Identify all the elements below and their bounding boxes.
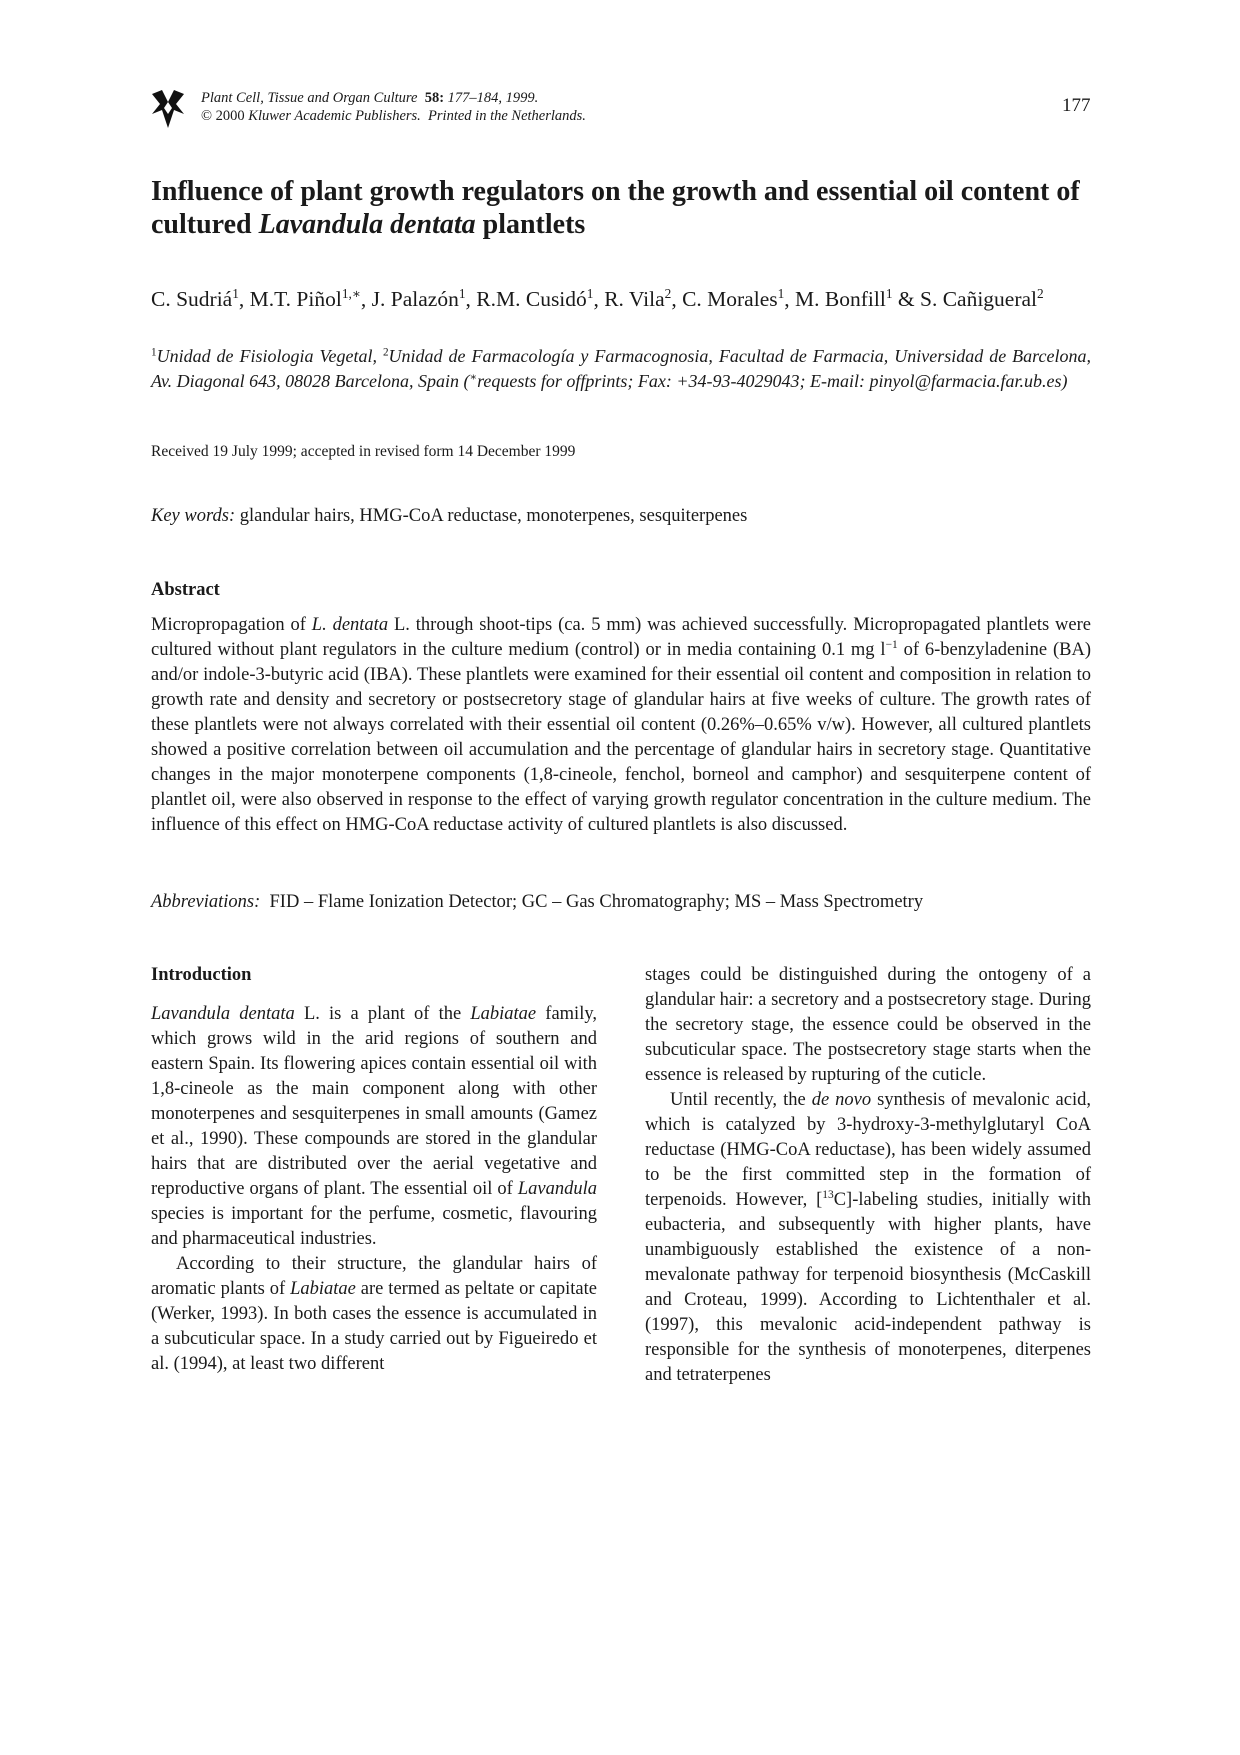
journal-name: Plant Cell, Tissue and Organ Culture (201, 90, 418, 106)
author-affiliation-marker: 1 (586, 286, 594, 302)
publisher-logo-icon (150, 88, 186, 130)
keywords-text: glandular hairs, HMG-CoA reductase, monoterpenes, sesquiterpenes (235, 506, 748, 526)
journal-pages: 177–184, 1999. (447, 90, 539, 106)
keywords (151, 506, 747, 527)
author-name: J. Palazón (371, 287, 459, 311)
intro-paragraph-4 (645, 1088, 1091, 1388)
abstract-text (151, 613, 1091, 838)
title-text: Influence of plant growth regulators on the growth and essential oil content of cultured (151, 176, 1080, 240)
author-affiliation-marker: 2 (1037, 286, 1044, 302)
copyright-symbol: © (201, 108, 213, 124)
text-run: synthesis of mevalonic acid, which is catalyzed by 3-hydroxy-3-methylglutaryl CoA reductase (HMG-CoA reductase), has been widely assumed to be the first committed step in the formation of terpenoids. However, [ (645, 1090, 1091, 1210)
author-name: S. Cañigueral (919, 287, 1038, 311)
journal-volume: 58: (424, 90, 445, 106)
affiliation (151, 344, 1091, 393)
author-list: C. Sudriá$^1$, M.T. Piñol$^{1,∗}$, J. Palazón$^1$, R.M. Cusidó$^1$, R. Vila$^2$, C. Morales$^1$, M. Bonfill$^1$ & S. Cañigueral$^2$ (151, 286, 1044, 311)
author-affiliation-marker: 1 (777, 286, 785, 302)
text-run: L. is a plant of the (294, 1004, 471, 1024)
author-name: R.M. Cusidó (476, 287, 587, 311)
author-name: R. Vila (604, 287, 665, 311)
isotope-superscript: 13 (822, 1189, 834, 1202)
author-name: C. Morales (682, 287, 778, 311)
introduction-heading: Introduction (151, 965, 252, 985)
text-run: According to their structure, the glandular hairs of aromatic plants of (151, 1254, 597, 1299)
copyright-year: 2000 (215, 108, 245, 124)
author-affiliation-marker: 1 (458, 286, 466, 302)
intro-paragraph-2 (151, 1252, 597, 1377)
text-run: C]-labeling studies, initially with eubacteria, and subsequently with higher plants, have unambiguously established the existence of a non-mevalonate pathway for terpenoid biosynthesis (McCaskill and Croteau, 1999). According to Lichtenthaler et al. (1997), this mevalonic acid-independent pathway is responsible for the synthesis of monoterpenes, diterpenes and tetraterpenes (645, 1190, 1091, 1385)
author-affiliation-marker: 1 (232, 286, 239, 302)
abstract-part: Micropropagation of (151, 615, 312, 635)
text-run: Until recently, the (670, 1090, 812, 1110)
author-affiliation-marker: 2 (664, 286, 672, 302)
abbreviations (151, 892, 923, 913)
keywords-label: Key words: (151, 506, 236, 526)
affiliation-unit-1: Unidad de Fisiologia Vegetal, (156, 346, 383, 366)
author-affiliation-marker: 1,∗ (341, 286, 361, 302)
family-name: Labiatae (470, 1004, 537, 1024)
text-run: species is important for the perfume, cosmetic, flavouring and pharmaceutical industries. (151, 1204, 597, 1249)
abbreviations-label: Abbreviations: (151, 892, 261, 912)
family-name: Labiatae (290, 1279, 356, 1299)
contact-info: requests for offprints; Fax: +34-93-4029043; E-mail: pinyol@farmacia.far.ub.es) (477, 370, 1068, 391)
genus-name: Lavandula (517, 1179, 597, 1199)
text-run: family, which grows wild in the arid regions of southern and eastern Spain. Its flowering apices contain essential oil with 1,8-cineole as the main component along with other monoterpenes and sesquiterpenes in small amounts (Gamez et al., 1990). These compounds are stored in the glandular hairs that are distributed over the aerial vegetative and reproductive organs of plant. The essential oil of (151, 1004, 598, 1199)
author-name: M.T. Piñol (249, 287, 342, 311)
abstract-part: L. through shoot-tips (ca. 5 mm) was achieved successfully. Micropropagated plantlets were cultured without plant regulators in the culture medium (control) or in media containing 0.1 mg l (151, 615, 1091, 660)
latin-term: de novo (811, 1090, 872, 1110)
title-species: Lavandula dentata (258, 209, 476, 240)
title-text-end: plantlets (475, 209, 586, 240)
column-left (151, 963, 597, 1377)
abbreviations-text: FID – Flame Ionization Detector; GC – Gas Chromatography; MS – Mass Spectrometry (260, 892, 924, 912)
abstract-heading: Abstract (151, 580, 220, 600)
intro-paragraph-3: stages could be distinguished during the ontogeny of a glandular hair: a secretory and a postsecretory stage. During the secretory stage, the essence could be observed in the subcuticular space. The postsecretory stage starts when the essence is released by rupturing of the cuticle. (645, 965, 1091, 1085)
paper-title (151, 175, 1091, 241)
printed-line: Printed in the Netherlands. (428, 108, 586, 124)
page-number: 177 (1062, 95, 1091, 116)
author-affiliation-marker: 1 (885, 286, 893, 302)
publisher-name: Kluwer Academic Publishers. (248, 108, 421, 124)
species-name: Lavandula dentata (151, 1004, 295, 1024)
affiliation-marker-2: 2 (382, 346, 389, 359)
abstract-species: L. dentata (311, 615, 389, 635)
column-right (645, 963, 1091, 1388)
corresponding-marker: ∗ (469, 370, 478, 383)
journal-header (201, 89, 586, 125)
abstract-part: of 6-benzyladenine (BA) and/or indole-3-butyric acid (IBA). These plantlets were examined for their essential oil content and composition in relation to growth rate and density and secretory or postsecretory stage of glandular hairs at five weeks of culture. The growth rates of these plantlets were not always correlated with their essential oil content (0.26%–0.65% v/w). However, all cultured plantlets showed a positive correlation between oil accumulation and the percentage of glandular hairs in secretory stage. Quantitative changes in the major monoterpene components (1,8-cineole, fenchol, borneol and camphor) and sesquiterpene content of plantlet oil, were also observed in response to the effect of varying growth regulator concentration in the culture medium. The influence of this effect on HMG-CoA reductase activity of cultured plantlets is also discussed. (151, 640, 1091, 835)
received-dates: Received 19 July 1999; accepted in revised form 14 December 1999 (151, 443, 576, 460)
affiliation-marker-1: 1 (151, 346, 157, 359)
intro-paragraph-1 (151, 1002, 597, 1252)
affiliation-unit-2: Unidad de Farmacología y Farmacognosia, Facultad de Farmacia, Universidad de Barcelona, Av. Diagonal 643, 08028 Barcelona, Spain ( (151, 346, 1091, 391)
author-name: M. Bonfill (795, 287, 886, 311)
text-run: are termed as peltate or capitate (Werker, 1993). In both cases the essence is accumulated in a subcuticular space. In a study carried out by Figueiredo et al. (1994), at least two different (151, 1279, 597, 1374)
author-name: C. Sudriá (151, 287, 233, 311)
abstract-superscript: −1 (885, 639, 898, 652)
